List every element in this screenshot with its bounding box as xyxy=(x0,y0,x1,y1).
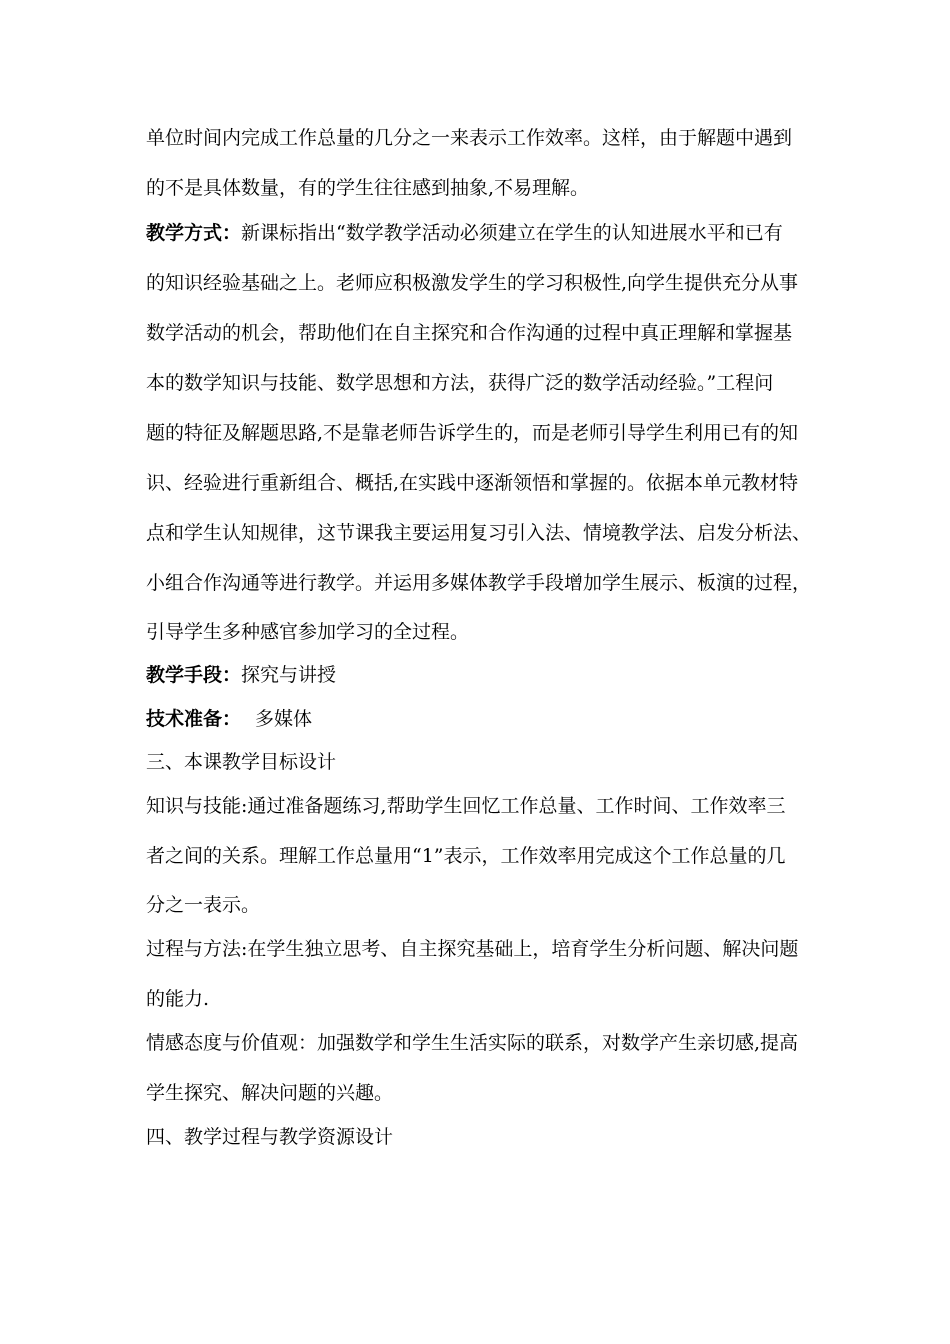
paragraph-line: 的能力. xyxy=(146,988,210,1010)
paragraph-line: 数学活动的机会，帮助他们在自主探究和合作沟通的过程中真正理解和掌握基 xyxy=(146,322,793,344)
paragraph-line: 分之一表示。 xyxy=(146,894,261,916)
paragraph-line: 题的特征及解题思路,不是靠老师告诉学生的，而是老师引导学生利用已有的知 xyxy=(146,422,799,444)
paragraph-line: 引导学生多种感官参加学习的全过程。 xyxy=(146,621,470,643)
paragraph-line: 本的数学知识与技能、数学思想和方法，获得广泛的数学活动经验。”工程问 xyxy=(146,372,774,394)
section-heading: 三、本课教学目标设计 xyxy=(146,751,337,773)
paragraph-line: 学生探究、解决问题的兴趣。 xyxy=(146,1082,394,1104)
paragraph-line: 的知识经验基础之上。老师应积极激发学生的学习积极性,向学生提供充分从事 xyxy=(146,272,799,294)
paragraph-line: 单位时间内完成工作总量的几分之一来表示工作效率。这样，由于解题中遇到 xyxy=(146,127,793,149)
section-heading: 四、教学过程与教学资源设计 xyxy=(146,1126,394,1148)
paragraph-line: 者之间的关系。理解工作总量用“1”表示，工作效率用完成这个工作总量的几 xyxy=(146,845,786,867)
teaching-means-label: 教学手段： xyxy=(146,664,242,686)
tech-prep-line xyxy=(146,707,816,731)
paragraph-line: 的不是具体数量，有的学生往往感到抽象,不易理解。 xyxy=(146,177,590,199)
tech-prep-value: 多媒体 xyxy=(255,708,313,730)
teaching-method-line xyxy=(146,221,816,245)
tech-prep-label: 技术准备： xyxy=(146,708,242,730)
paragraph-line: 过程与方法:在学生独立思考、自主探究基础上，培育学生分析问题、解决问题 xyxy=(146,938,799,960)
teaching-method-label: 教学方式： xyxy=(146,222,242,244)
teaching-method-text: 新课标指出“数学教学活动必须建立在学生的认知进展水平和已有 xyxy=(241,222,783,244)
teaching-means-value: 探究与讲授 xyxy=(241,664,337,686)
teaching-means-line xyxy=(146,663,816,687)
paragraph-line: 点和学生认知规律，这节课我主要运用复习引入法、情境教学法、启发分析法、 xyxy=(146,522,812,544)
paragraph-line: 情感态度与价值观：加强数学和学生生活实际的联系，对数学产生亲切感,提高 xyxy=(146,1032,799,1054)
paragraph-line: 小组合作沟通等进行教学。并运用多媒体教学手段增加学生展示、板演的过程， xyxy=(146,572,812,594)
paragraph-line: 知识与技能:通过准备题练习,帮助学生回忆工作总量、工作时间、工作效率三 xyxy=(146,795,786,817)
paragraph-line: 识、经验进行重新组合、概括,在实践中逐渐领悟和掌握的。依据本单元教材特 xyxy=(146,472,799,494)
